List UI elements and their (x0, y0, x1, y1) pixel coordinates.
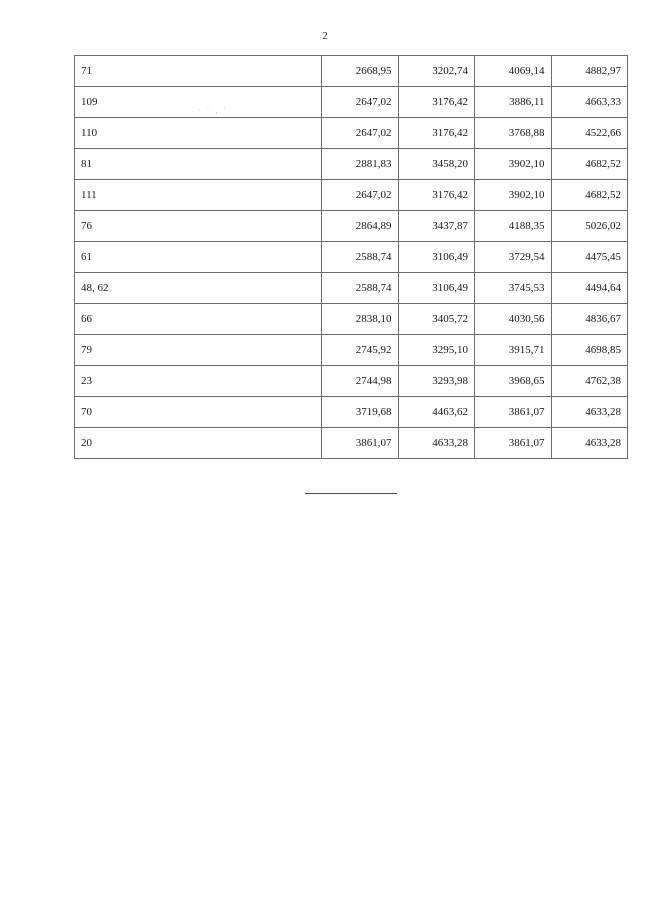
cell-value-1: 2588,74 (322, 242, 399, 273)
cell-value-1: 2864,89 (322, 211, 399, 242)
table-body (75, 56, 628, 459)
cell-value-3: 4069,14 (475, 56, 552, 87)
cell-value-3: 4030,56 (475, 304, 552, 335)
cell-id: 23 (75, 366, 322, 397)
cell-value-4: 4475,45 (551, 242, 628, 273)
table-row (75, 397, 628, 428)
table-row (75, 366, 628, 397)
cell-id: 66 (75, 304, 322, 335)
cell-id: 48, 62 (75, 273, 322, 304)
table-row (75, 428, 628, 459)
page-number: 2 (322, 30, 328, 42)
cell-value-3: 3902,10 (475, 149, 552, 180)
cell-value-3: 3729,54 (475, 242, 552, 273)
cell-value-4: 4762,38 (551, 366, 628, 397)
cell-value-2: 3405,72 (398, 304, 475, 335)
cell-value-4: 4836,67 (551, 304, 628, 335)
cell-value-1: 2647,02 (322, 118, 399, 149)
cell-value-1: 2647,02 (322, 87, 399, 118)
table-row (75, 242, 628, 273)
cell-value-2: 3458,20 (398, 149, 475, 180)
cell-value-4: 5026,02 (551, 211, 628, 242)
cell-value-1: 2744,98 (322, 366, 399, 397)
cell-value-3: 3968,65 (475, 366, 552, 397)
scan-artifact: · ` , ' (198, 106, 227, 115)
cell-id: 79 (75, 335, 322, 366)
table-row (75, 87, 628, 118)
table-row (75, 56, 628, 87)
cell-value-4: 4494,64 (551, 273, 628, 304)
cell-value-3: 3745,53 (475, 273, 552, 304)
cell-value-4: 4882,97 (551, 56, 628, 87)
cell-id: 76 (75, 211, 322, 242)
table-row (75, 149, 628, 180)
cell-value-4: 4633,28 (551, 397, 628, 428)
cell-value-1: 2838,10 (322, 304, 399, 335)
table-row (75, 180, 628, 211)
cell-value-2: 3176,42 (398, 180, 475, 211)
cell-value-1: 3861,07 (322, 428, 399, 459)
table-row (75, 304, 628, 335)
cell-value-2: 3202,74 (398, 56, 475, 87)
cell-value-2: 3176,42 (398, 87, 475, 118)
cell-value-1: 2588,74 (322, 273, 399, 304)
cell-id: 20 (75, 428, 322, 459)
cell-value-3: 4188,35 (475, 211, 552, 242)
cell-id: 110 (75, 118, 322, 149)
cell-value-3: 3902,10 (475, 180, 552, 211)
cell-value-3: 3861,07 (475, 428, 552, 459)
data-table (74, 55, 628, 459)
cell-value-2: 3295,10 (398, 335, 475, 366)
cell-value-2: 3293,98 (398, 366, 475, 397)
end-divider (305, 493, 397, 494)
cell-id: 61 (75, 242, 322, 273)
cell-value-2: 4633,28 (398, 428, 475, 459)
table-row (75, 335, 628, 366)
cell-value-3: 3768,88 (475, 118, 552, 149)
cell-value-1: 2881,83 (322, 149, 399, 180)
cell-value-4: 4682,52 (551, 149, 628, 180)
table-row (75, 118, 628, 149)
cell-id: 70 (75, 397, 322, 428)
cell-value-2: 3437,87 (398, 211, 475, 242)
cell-id: 81 (75, 149, 322, 180)
cell-value-4: 4633,28 (551, 428, 628, 459)
cell-value-1: 3719,68 (322, 397, 399, 428)
cell-value-3: 3915,71 (475, 335, 552, 366)
cell-value-3: 3886,11 (475, 87, 552, 118)
cell-id: 71 (75, 56, 322, 87)
cell-value-4: 4663,33 (551, 87, 628, 118)
cell-id: 111 (75, 180, 322, 211)
cell-value-2: 4463,62 (398, 397, 475, 428)
cell-value-2: 3106,49 (398, 242, 475, 273)
cell-value-4: 4698,85 (551, 335, 628, 366)
cell-value-2: 3106,49 (398, 273, 475, 304)
cell-id: 109 (75, 87, 322, 118)
cell-value-3: 3861,07 (475, 397, 552, 428)
cell-value-1: 2668,95 (322, 56, 399, 87)
cell-value-4: 4682,52 (551, 180, 628, 211)
table-row (75, 211, 628, 242)
cell-value-2: 3176,42 (398, 118, 475, 149)
table-row (75, 273, 628, 304)
cell-value-1: 2647,02 (322, 180, 399, 211)
cell-value-4: 4522,66 (551, 118, 628, 149)
cell-value-1: 2745,92 (322, 335, 399, 366)
